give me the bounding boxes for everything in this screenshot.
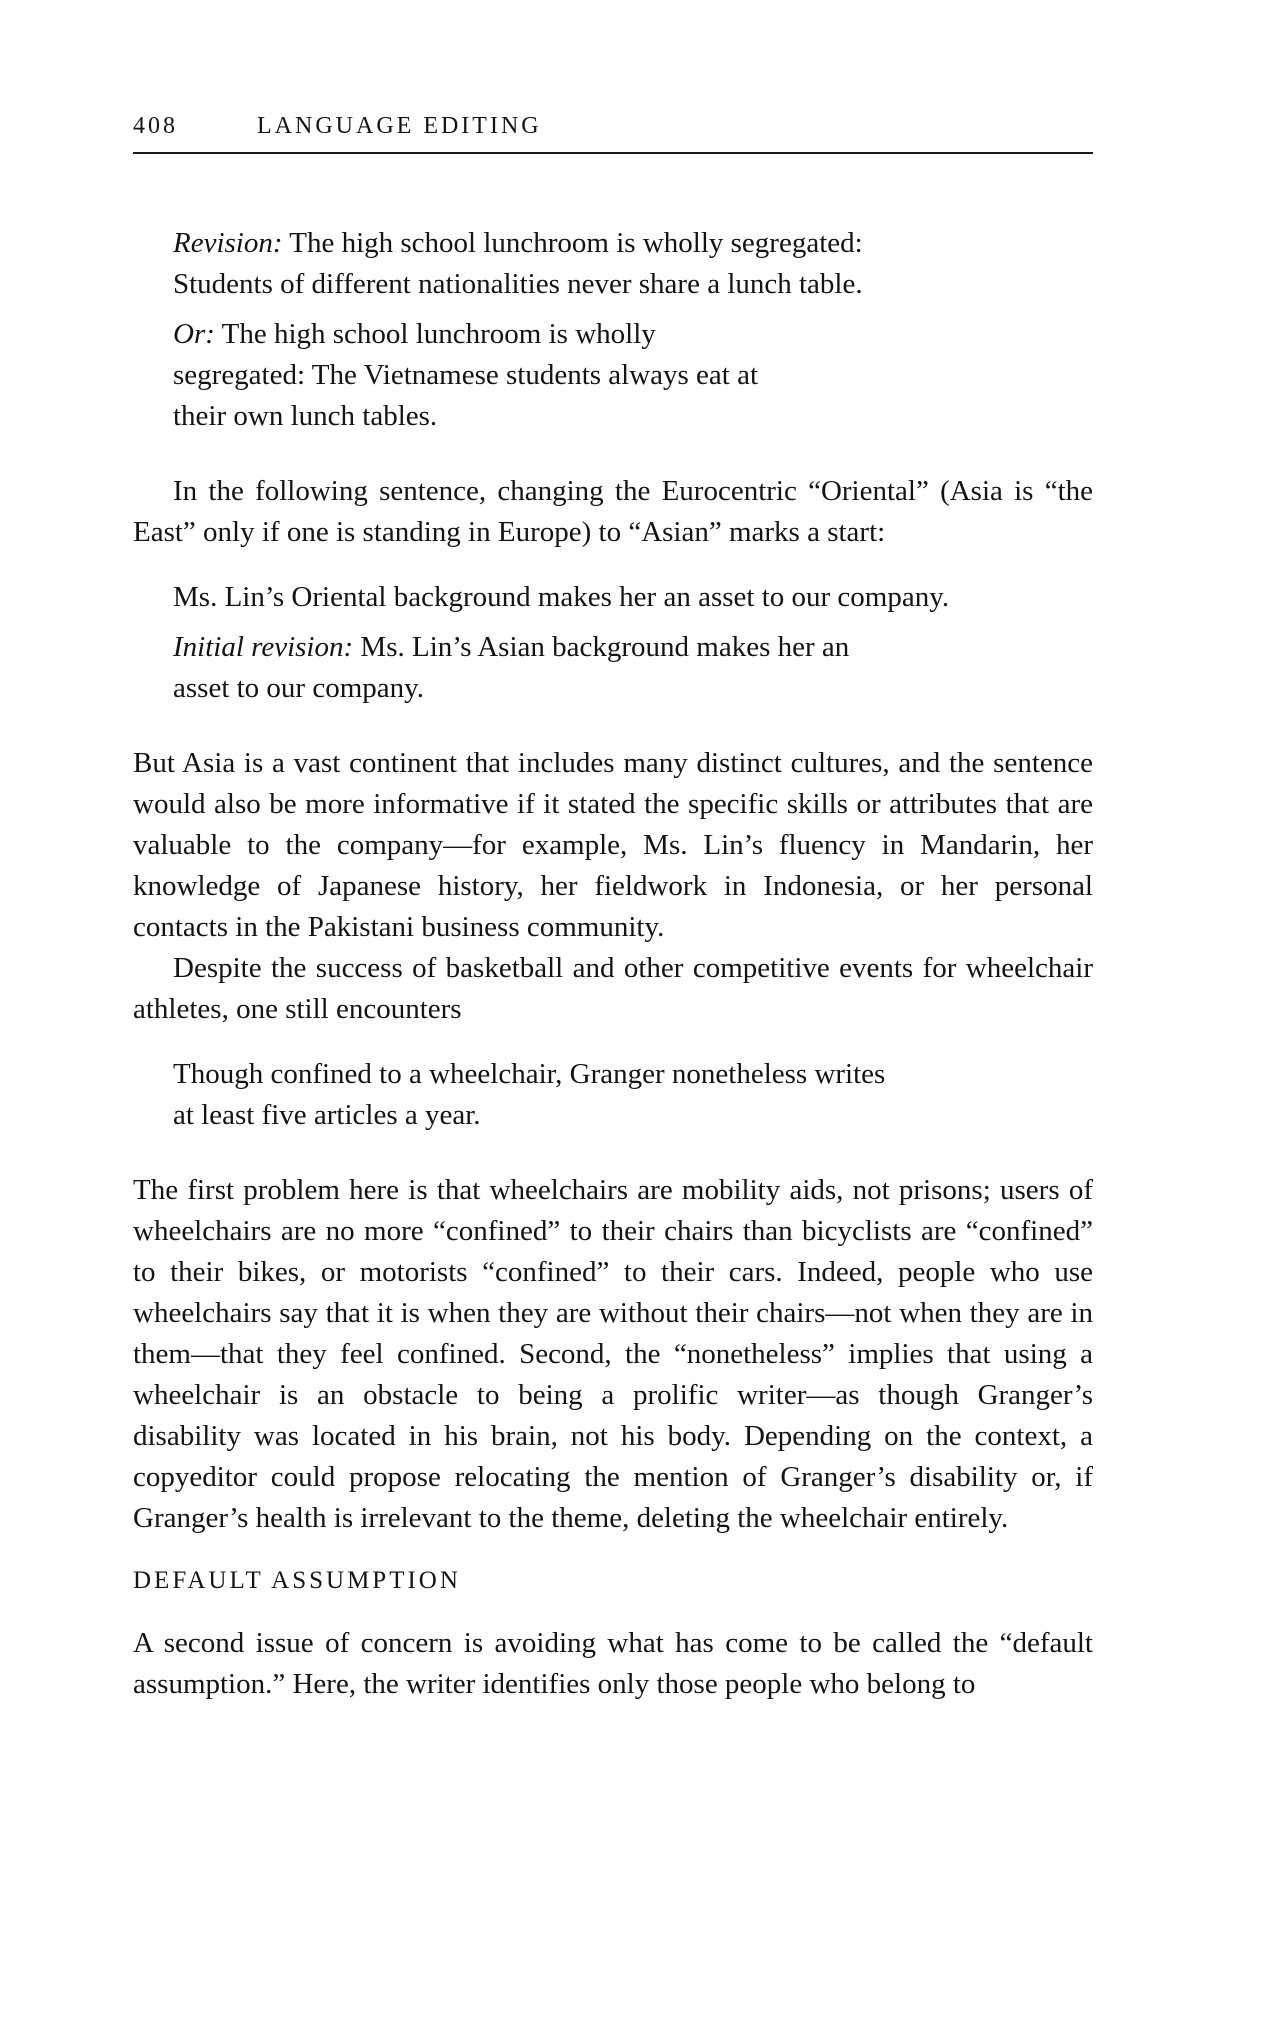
example-wheelchair: Though confined to a wheelchair, Granger nonetheless writes at least five articles a year. — [173, 1058, 886, 1131]
example-label: Initial revision: — [173, 631, 354, 663]
example-label: Revision: — [173, 227, 283, 259]
chapter-title: LANGUAGE EDITING — [257, 113, 542, 139]
example-text: The high school lunchroom is wholly segregated: Students of different nationalities never share a lunch table. — [173, 227, 863, 300]
page-number: 408 — [133, 113, 178, 139]
paragraph: The first problem here is that wheelchairs are mobility aids, not prisons; users of wheelchairs are no more “confined” to their chairs than bicyclists are “confined” to their bikes, or motorists “confined” to their cars. Indeed, people who use wheelchairs say that it is when they are without their chairs—not when they are in them—that they feel confined. Second, the “nonetheless” implies that using a wheelchair is an obstacle to being a prolific writer—as though Granger’s disability was located in his brain, not his body. Depending on the context, a copyeditor could propose relocating the mention of Granger’s disability or, if Granger’s health is irrelevant to the theme, deleting the wheelchair entirely. — [133, 1174, 1093, 1534]
body-text — [133, 223, 1093, 1705]
paragraph: Despite the success of basketball and other competitive events for wheelchair athletes, one still encounters — [133, 952, 1093, 1025]
paragraph: A second issue of concern is avoiding what has come to be called the “default assumption.” Here, the writer identifies only those people who belong to — [133, 1627, 1093, 1700]
example-or — [133, 314, 773, 437]
paragraph: But Asia is a vast continent that includes many distinct cultures, and the sentence would also be more informative if it stated the specific skills or attributes that are valuable to the company—for example, Ms. Lin’s fluency in Mandarin, her knowledge of Japanese history, her fieldwork in Indonesia, or her personal contacts in the Pakistani business community. — [133, 747, 1093, 943]
example-text: Ms. Lin’s Asian background makes her an asset to our company. — [173, 631, 850, 704]
example-revision — [133, 223, 873, 305]
header-rule — [133, 152, 1093, 154]
example-initial-revision — [133, 627, 873, 709]
section-heading: DEFAULT ASSUMPTION — [133, 1567, 461, 1594]
example-text: The high school lunchroom is wholly segregated: The Vietnamese students always eat at their own lunch tables. — [173, 318, 759, 432]
paragraph: In the following sentence, changing the Eurocentric “Oriental” (Asia is “the East” only if one is standing in Europe) to “Asian” marks a start: — [133, 475, 1093, 548]
example-original: Ms. Lin’s Oriental background makes her an asset to our company. — [173, 581, 950, 613]
example-label: Or: — [173, 318, 215, 350]
running-head — [133, 112, 1093, 140]
